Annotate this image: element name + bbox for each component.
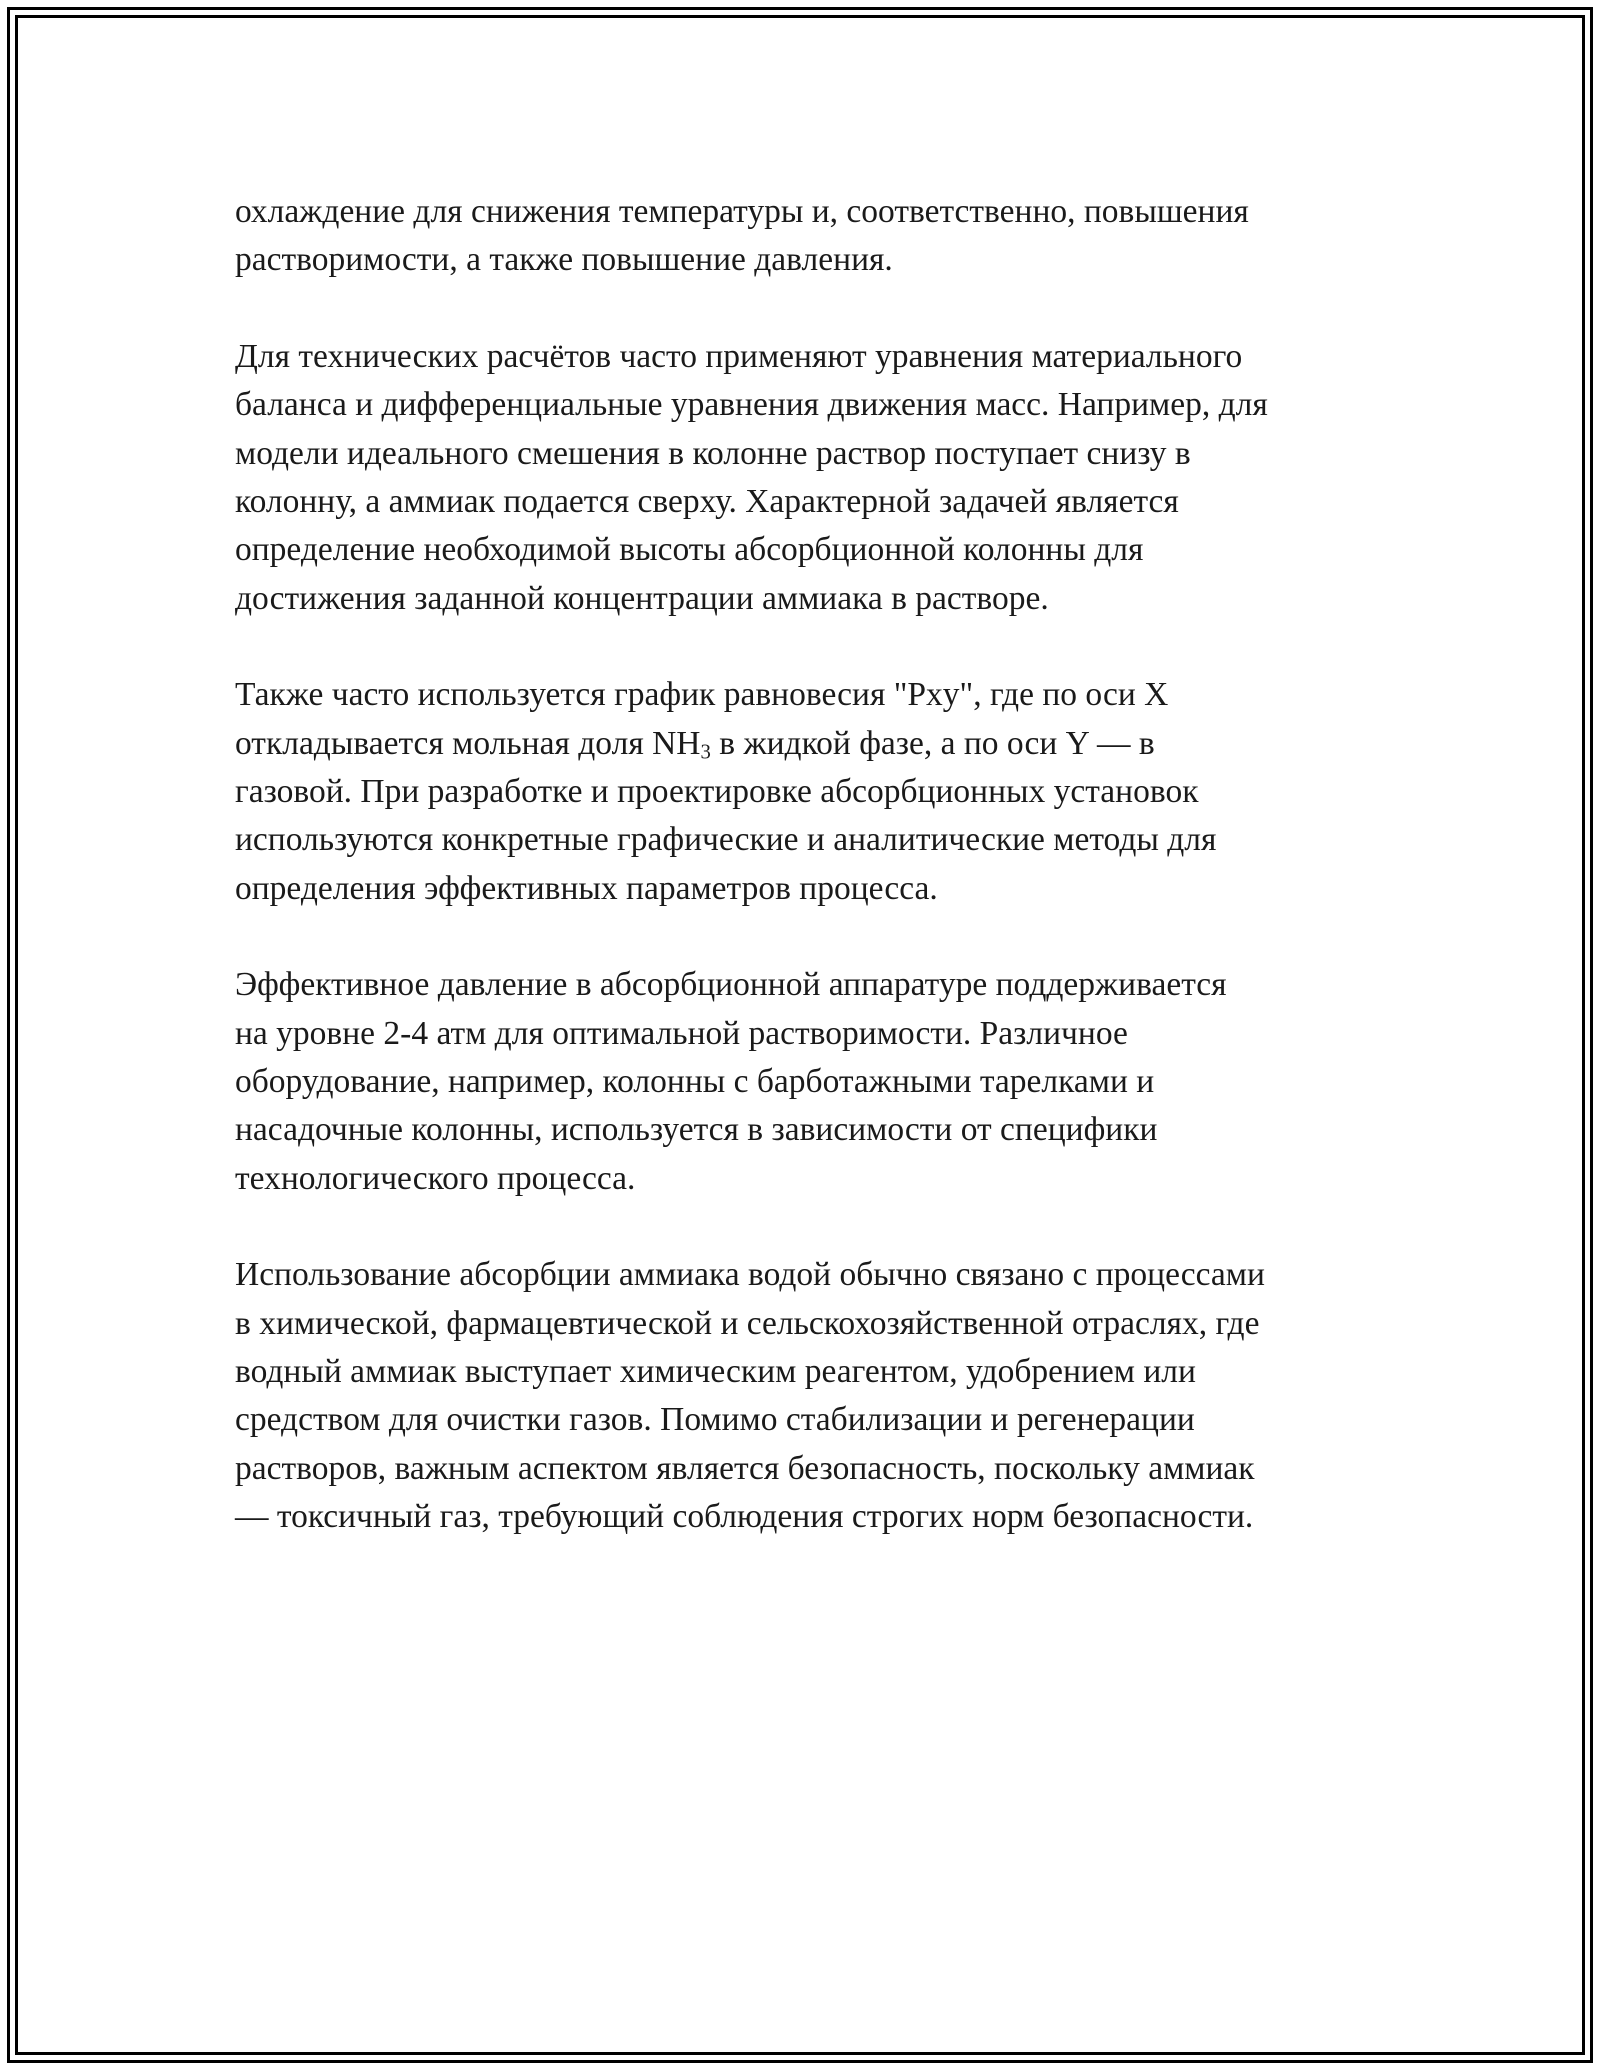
subscript: 3 bbox=[700, 740, 711, 764]
text-line: — токсичный газ, требующий соблюдения строгих норм безопасности. bbox=[235, 1497, 1254, 1535]
text-line: растворов, важным аспектом является безопасность, поскольку аммиак bbox=[235, 1449, 1255, 1487]
paragraph-3 bbox=[235, 671, 1385, 912]
text-line: растворимости, а также повышение давления. bbox=[235, 241, 893, 279]
text-line: газовой. При разработке и проектировке абсорбционных установок bbox=[235, 772, 1199, 810]
paragraph-2 bbox=[235, 333, 1385, 623]
text-line: Использование абсорбции аммиака водой обычно связано с процессами bbox=[235, 1256, 1265, 1294]
text-line: используются конкретные графические и аналитические методы для bbox=[235, 821, 1217, 859]
text-line: охлаждение для снижения температуры и, соответственно, повышения bbox=[235, 193, 1249, 230]
text-line: Эффективное давление в абсорбционной аппаратуре поддерживается bbox=[235, 966, 1227, 1004]
text-line: в химической, фармацевтической и сельскохозяйственной отраслях, где bbox=[235, 1304, 1260, 1342]
paragraph-4 bbox=[235, 961, 1385, 1202]
text-line: Также часто используется график равновесия "Pxy", где по оси X bbox=[235, 676, 1169, 714]
text-line: достижения заданной концентрации аммиака в растворе. bbox=[235, 579, 1049, 617]
text-line: оборудование, например, колонны с барботажными тарелками и bbox=[235, 1062, 1155, 1100]
text-line: насадочные колонны, используется в зависимости от специфики bbox=[235, 1111, 1158, 1149]
text-line: колонну, а аммиак подается сверху. Характерной задачей является bbox=[235, 482, 1179, 520]
paragraph-1 bbox=[235, 188, 1385, 285]
text-line-with-formula bbox=[235, 720, 1385, 768]
text-fragment: в жидкой фазе, а по оси Y — в bbox=[710, 724, 1155, 762]
text-line: определение необходимой высоты абсорбционной колонны для bbox=[235, 531, 1144, 569]
text-line: средством для очистки газов. Помимо стабилизации и регенерации bbox=[235, 1401, 1195, 1439]
text-line: определения эффективных параметров процесса. bbox=[235, 869, 938, 907]
text-line: водный аммиак выступает химическим реагентом, удобрением или bbox=[235, 1352, 1196, 1390]
text-fragment: откладывается мольная доля NH bbox=[235, 724, 701, 762]
text-line: модели идеального смешения в колонне раствор поступает снизу в bbox=[235, 434, 1191, 472]
paragraph-5 bbox=[235, 1251, 1385, 1541]
document-body bbox=[235, 188, 1385, 1590]
text-line: Для технических расчётов часто применяют уравнения материального bbox=[235, 338, 1243, 376]
text-line: на уровне 2-4 атм для оптимальной растворимости. Различное bbox=[235, 1014, 1128, 1052]
text-line: технологического процесса. bbox=[235, 1159, 636, 1197]
text-line: баланса и дифференциальные уравнения движения масс. Например, для bbox=[235, 386, 1268, 424]
